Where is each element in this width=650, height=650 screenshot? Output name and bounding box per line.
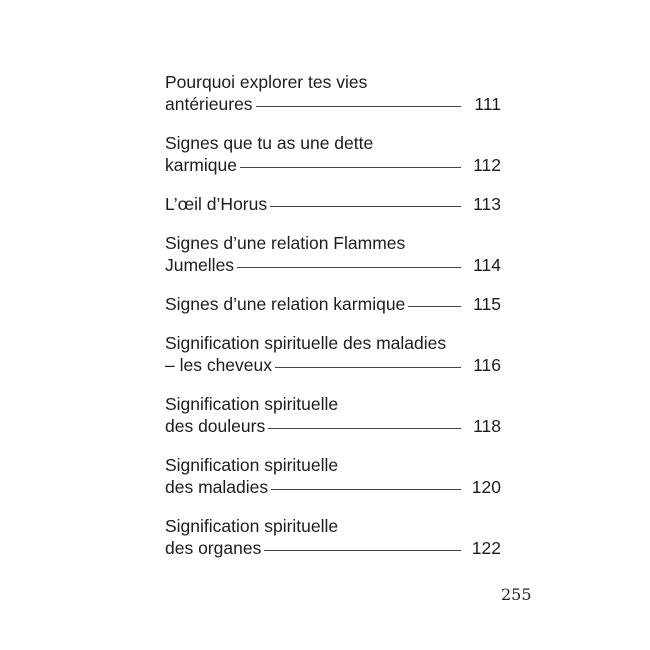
toc-entry-title-end: – les cheveux xyxy=(165,355,273,375)
toc-page-number: 116 xyxy=(473,355,501,375)
toc-page-number: 111 xyxy=(474,94,501,114)
toc-entry-title-end: karmique xyxy=(165,155,237,175)
toc-entry xyxy=(165,71,501,115)
leader-line xyxy=(237,267,461,268)
toc-entry-title-line: Signes d’une relation Flammes xyxy=(165,233,406,253)
toc-page-number: 113 xyxy=(473,194,501,214)
toc-page-number: 118 xyxy=(473,416,501,436)
toc-entry-title-line: Signification spirituelle des maladies xyxy=(165,333,447,353)
toc-page-number: 112 xyxy=(473,155,501,175)
leader-line xyxy=(240,167,461,168)
toc-entry xyxy=(165,393,501,437)
toc-entry-title-end: antérieures xyxy=(165,94,253,114)
toc-page-number: 120 xyxy=(471,477,501,497)
toc-entry-title-line: Signes que tu as une dette xyxy=(165,133,374,153)
toc-entry xyxy=(165,332,501,376)
toc-entry-title-end: Jumelles xyxy=(165,255,235,275)
toc-entry xyxy=(165,293,501,315)
toc-entry xyxy=(165,132,501,176)
leader-line xyxy=(264,550,461,551)
page-number: 255 xyxy=(501,585,532,604)
toc-entry xyxy=(165,454,501,498)
toc-entry-title-line: Signification spirituelle xyxy=(165,516,339,536)
toc-page-number: 114 xyxy=(473,255,501,275)
toc-entry xyxy=(165,193,501,215)
leader-line xyxy=(275,367,461,368)
toc-entry-title-end: des douleurs xyxy=(165,416,266,436)
toc-entry-title-end: des organes xyxy=(165,538,262,558)
table-of-contents xyxy=(165,71,501,576)
toc-page-number: 122 xyxy=(471,538,501,558)
leader-line xyxy=(256,106,461,107)
toc-entry xyxy=(165,232,501,276)
toc-page-number: 115 xyxy=(473,294,501,314)
toc-entry-title-end: L’œil d’Horus xyxy=(165,194,268,214)
leader-line xyxy=(408,306,461,307)
leader-line xyxy=(271,489,461,490)
toc-entry-title-line: Signification spirituelle xyxy=(165,455,339,475)
toc-entry-title-line: Signification spirituelle xyxy=(165,394,339,414)
toc-entry xyxy=(165,515,501,559)
toc-entry-title-end: des maladies xyxy=(165,477,269,497)
toc-entry-title-end: Signes d’une relation karmique xyxy=(165,294,406,314)
leader-line xyxy=(270,206,461,207)
toc-entry-title-line: Pourquoi explorer tes vies xyxy=(165,72,368,92)
leader-line xyxy=(268,428,461,429)
